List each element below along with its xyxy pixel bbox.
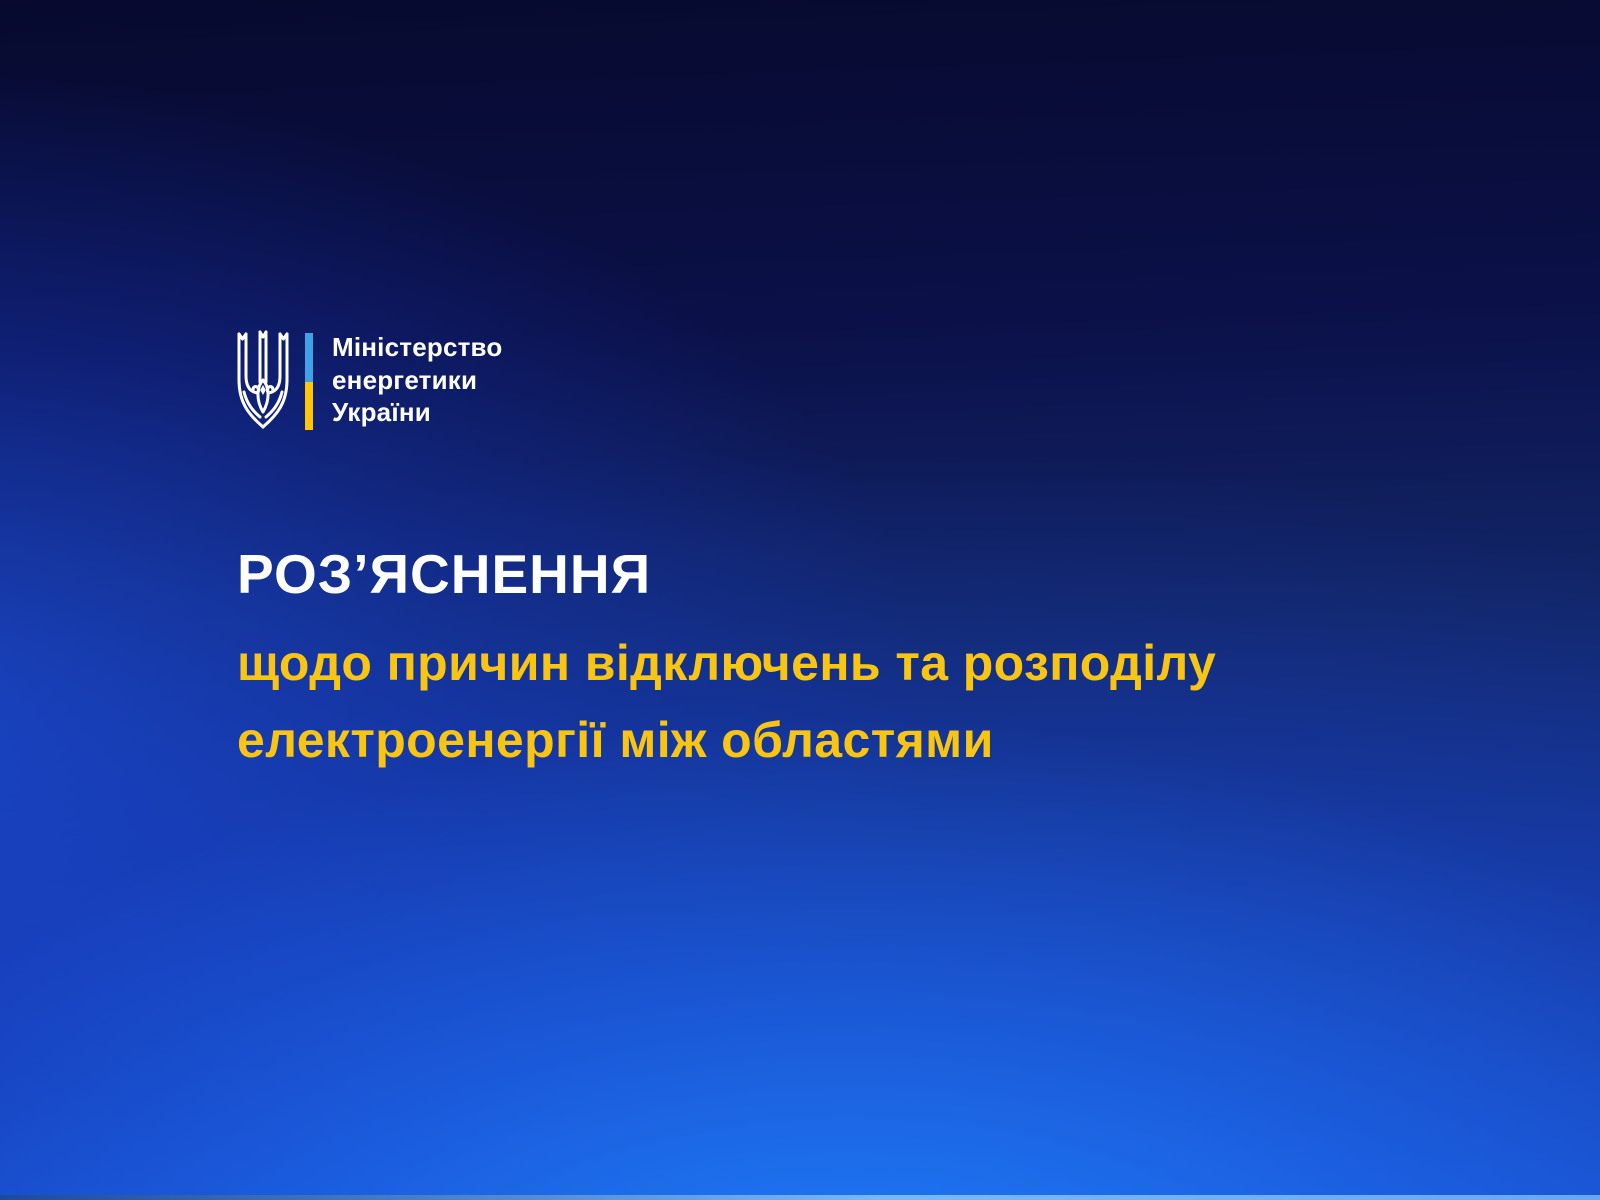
ministry-name-line-2: енергетики <box>332 364 478 395</box>
ministry-name <box>332 331 502 429</box>
flag-bar-yellow <box>305 382 313 431</box>
subtitle-line-1: щодо причин відключень та розподілу <box>237 635 1217 691</box>
ukraine-trident-icon <box>232 330 294 432</box>
flag-color-bar <box>305 333 313 430</box>
flag-bar-blue <box>305 333 313 382</box>
ministry-name-line-1: Міністерство <box>332 332 503 362</box>
ministry-logo <box>232 330 502 432</box>
subtitle-line-2: електроенергії між областями <box>237 712 994 768</box>
ministry-name-line-3: України <box>332 397 431 427</box>
page-title: РОЗ’ЯСНЕННЯ <box>237 543 652 605</box>
bottom-edge-strip <box>0 1195 1600 1200</box>
page-subtitle <box>237 625 1216 779</box>
